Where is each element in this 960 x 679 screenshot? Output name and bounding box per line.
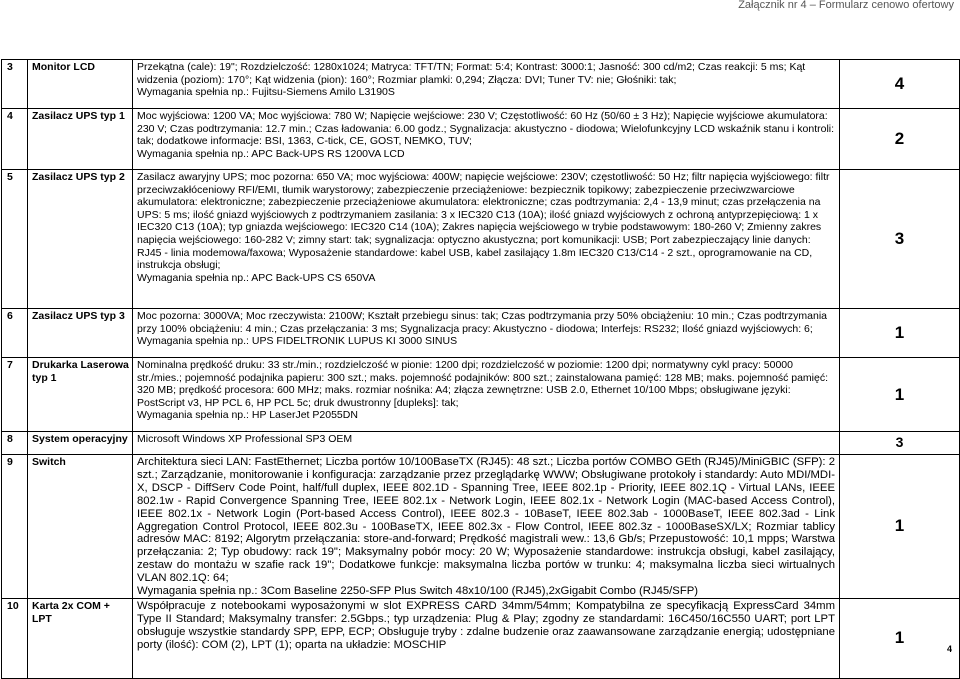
item-description [133, 432, 840, 455]
row-number: 6 [2, 309, 28, 358]
requirement-text: Wymagania spełnia np.: UPS FIDELTRONIK LUPUS KI 3000 SINUS [137, 335, 458, 348]
row-number: 10 [2, 598, 28, 678]
page-number: 4 [946, 644, 952, 654]
item-quantity: 1 [840, 358, 960, 432]
item-description [133, 358, 840, 432]
requirement-text: Wymagania spełnia np.: APC Back-UPS RS 1200VA LCD [137, 147, 405, 160]
item-quantity: 4 [840, 60, 960, 109]
requirement-text: Wymagania spełnia np.: Fujitsu-Siemens Amilo L3190S [137, 86, 395, 99]
row-number: 5 [2, 170, 28, 309]
item-description [133, 455, 840, 599]
item-name: Switch [28, 455, 133, 599]
requirement-text: Wymagania spełnia np.: HP LaserJet P2055DN [137, 409, 358, 422]
price-offer-table [1, 59, 960, 679]
spec-text: Moc pozorna: 3000VA; Moc rzeczywista: 2100W; Kształt przebiegu sinus: tak; Czas podtrzymania przy 50% obciążeniu: 10 min.; Czas podtrzymania przy 100% obciążeniu: 4 min.; Czas przełączania: 3 ms; Sygnalizacja pracy: Akustyczno - diodowa; Interfejs: RS232; Ilość gniazd wyjściowych: 6; [137, 310, 828, 335]
item-name: Zasilacz UPS typ 2 [28, 170, 133, 309]
table-row [2, 309, 960, 358]
spec-text: Moc wyjściowa: 1200 VA; Moc wyjściowa: 780 W; Napięcie wejściowe: 230 V; Częstotliwość: 60 Hz (50/60 ± 3 Hz); Napięcie wyjściowe akumulatora: 230 V; Czas podtrzymania: 12.7 min.; Czas ładowania: 6.00 godz.; Sygnalizacja: akustyczno - diodowa; Wielofunkcyjny LCD wskaźnik stanu i kontroli: tak; dodatkowe informacje: BSI, 1363, C-tick, CE, GOST, NEMKO, TUV; [137, 110, 835, 148]
item-name: Zasilacz UPS typ 3 [28, 309, 133, 358]
item-description [133, 309, 840, 358]
spec-text: Microsoft Windows XP Professional SP3 OEM [137, 433, 353, 445]
spec-text: Nominalna prędkość druku: 33 str./min.; rozdzielczość w pionie: 1200 dpi; rozdzielczość w poziomie: 1200 dpi; normatywny cykl pracy: 50000 str./mies.; pojemność podajnika papieru: 300 szt.; maks. pojemność podajników: 800 szt.; zainstalowana pamięć: 128 MB; maks. pojemność pamięć: 320 MB; prędkość procesora: 600 MHz; maks. rozmiar nośnika: A4; złącza zewnętrzne: USB 2.0, Ethernet 10/100 Mbps; obsługiwane języki: PostScript v3, HP PCL 6, HP PCL 5c; druk dwustronny [dupleks]: tak; [137, 359, 829, 409]
spec-text: Architektura sieci LAN: FastEthernet; Liczba portów 10/100BaseTX (RJ45): 48 szt.; Liczba portów COMBO GEth (RJ45)/MiniGBIC (SFP): 2 szt.; Zarządzanie, monitorowanie i konfiguracja: zarządzanie przez przeglądarkę WWW; Obsługiwane protokoły i standardy: Auto MDI/MDI-X, DSCP - DiffServ Code Point, half/full duplex, IEEE 802.1D - Spanning Tree, IEEE 802.1p - Priority, IEEE 802.1Q - Virtual LANs, IEEE 802.1w - Rapid Convergence Spanning Tree, IEEE 802.1x - Network Login, IEEE 802.1x - Network Login (MAC-based Access Control), IEEE 802.1x - Network Login (Port-based Access Control), IEEE 802.3 - 10BaseT, IEEE 802.3ab - 1000BaseT, IEEE 802.3ad - Link Aggregation Control Protocol, IEEE 802.3u - 100BaseTX, IEEE 802.3x - Flow Control, IEEE 802.3z - 1000BaseSX/LX; Rozmiar tablicy adresów MAC: 8192; Algorytm przełączania: store-and-forward; Prędkość magistrali wew.: 13,6 Gb/s; Przepustowość: 10,1 mpps; Warstwa przełączania: 2; Typ obudowy: rack 19"; Maksymalny pobór mocy: 20 W; Wyposażenie standardowe: instrukcja obsługi, kabel zasilający, zestaw do montażu w szafie rack 19"; Dodatkowe funkcje: maksymalna liczba portów w trunku: 4; maksymalna liczba sieci wirtualnych VLAN 802.1Q: 64; [137, 456, 835, 585]
item-name: Karta 2x COM + LPT [28, 598, 133, 678]
item-description [133, 170, 840, 309]
row-number: 4 [2, 109, 28, 170]
item-quantity: 2 [840, 109, 960, 170]
item-name: System operacyjny [28, 432, 133, 455]
table-row [2, 358, 960, 432]
requirement-text: Wymagania spełnia np.: 3Com Baseline 2250-SFP Plus Switch 48x10/100 (RJ45),2xGigabit Combo (RJ45/SFP) [137, 585, 699, 598]
document-header: Załącznik nr 4 – Formularz cenowo ofertowy [738, 0, 954, 11]
item-description [133, 109, 840, 170]
spec-text: Współpracuje z notebookami wyposażonymi w slot EXPRESS CARD 34mm/54mm; Kompatybilna ze specyfikacją ExpressCard 34mm Type II Standard; Maksymalny transfer: 2.5Gbps.; typ urządzenia: Plug & Play; zgodny ze standardami: 16C450/16C550 UART; port LPT obsługuje wszystkie standardy SPP, EPP, ECP; Obsługuje tryby : zdalne budzenie oraz zaawansowane zarządzanie energią; udostępniane porty (ilość): COM (2), LPT (1); oparta na układzie: MOSCHIP [137, 599, 835, 651]
item-name: Zasilacz UPS typ 1 [28, 109, 133, 170]
item-description [133, 60, 840, 109]
row-number: 7 [2, 358, 28, 432]
table-row [2, 60, 960, 109]
item-quantity: 1 [840, 455, 960, 599]
table-row [2, 170, 960, 309]
requirement-text: Wymagania spełnia np.: APC Back-UPS CS 650VA [137, 271, 376, 284]
item-quantity: 3 [840, 432, 960, 455]
item-quantity: 1 [840, 598, 960, 678]
item-quantity: 1 [840, 309, 960, 358]
spec-text: Przekątna (cale): 19"; Rozdzielczość: 1280x1024; Matryca: TFT/TN; Format: 5:4; Kontrast: 3000:1; Jasność: 300 cd/m2; Czas reakcji: 5 ms; Kąt widzenia (poziom): 170°; Kąt widzenia (pion): 160°; Rozmiar plamki: 0,294; Złącza: DVI; Tuner TV: nie; Głośniki: tak; [137, 61, 806, 86]
row-number: 9 [2, 455, 28, 599]
item-name: Drukarka Laserowa typ 1 [28, 358, 133, 432]
table-row [2, 432, 960, 455]
item-description [133, 598, 840, 678]
row-number: 3 [2, 60, 28, 109]
table-row [2, 109, 960, 170]
item-name: Monitor LCD [28, 60, 133, 109]
row-number: 8 [2, 432, 28, 455]
table-row [2, 598, 960, 678]
item-quantity: 3 [840, 170, 960, 309]
table-row [2, 455, 960, 599]
spec-text: Zasilacz awaryjny UPS; moc pozorna: 650 VA; moc wyjściowa: 400W; napięcie wejściowe: 230V; częstotliwość: 50 Hz; filtr napięcia wyjściowego: filtr przeciwzakłóceniowy RFI/EMI, tłumik warystorowy; zabezpieczenie przeciążeniowe: bezpiecznik topikowy; zabezpieczenie przeciwzwarciowe akumulatora: elektroniczne; zabezpieczenie przeciążeniowe akumulatora: elektroniczne; czas podtrzymania: 2,4 - 13,9 minut; czas przełączenia na UPS: 5 ms; ilość gniazd wyjściowych z podtrzymaniem zasilania: 3 x IEC320 C13 (10A); ilość gniazd wyjściowych z ochroną antyprzepięciową: 1 x IEC320 C13 (10A); typ gniazda wejściowego: IEC320 C14 (10A); Zakres napięcia wejściowego w trybie podstawowym: 180-260 V; Zmienny zakres napięcia wejściowego: 160-282 V; zimny start: tak; sygnalizacja: optyczno akustyczna; port komunikacji: USB; Port zabezpieczający linie danych: RJ45 - linia modemowa/faxowa; Wyposażenie standardowe: kabel USB, kabel zasilający 1.8m IEC320 C13/C14 - 2 szt., oprogramowanie na CD, instrukcja obsługi; [137, 171, 830, 272]
